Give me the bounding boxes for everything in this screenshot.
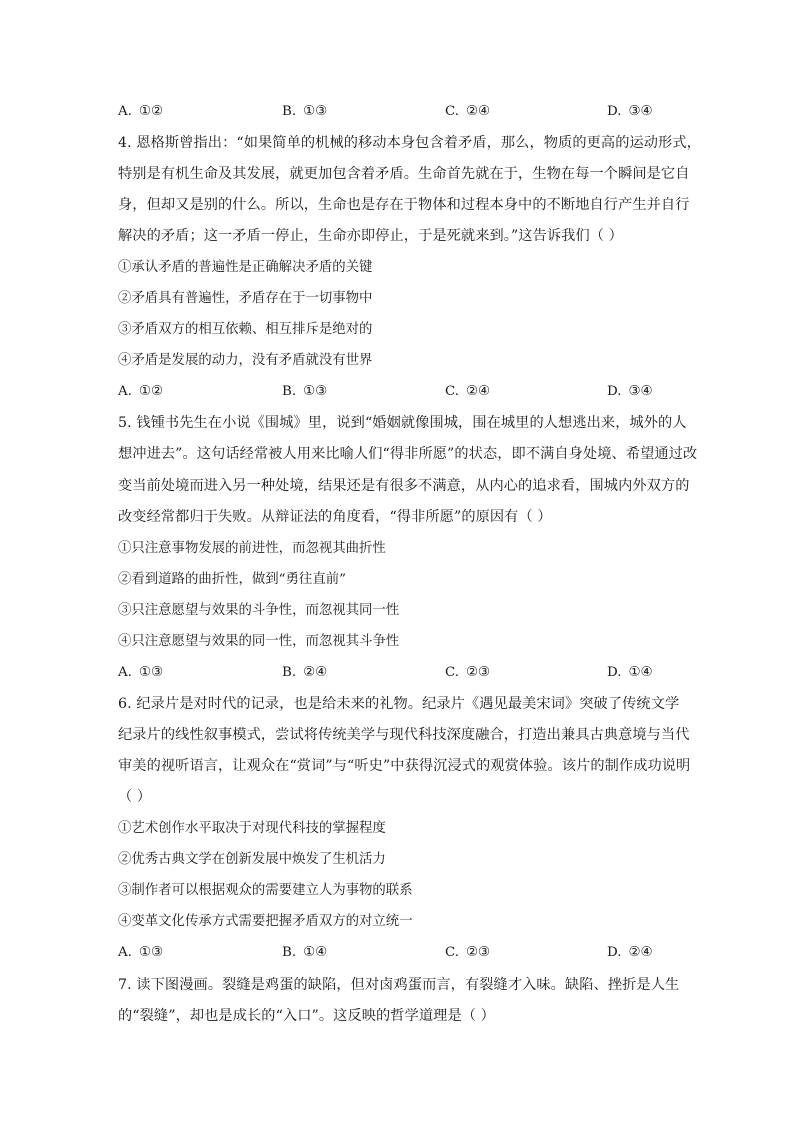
q5-option: ①只注意事物发展的前进性，而忽视其曲折性 (118, 541, 386, 556)
q6-choice-c[interactable]: C. ②③ (445, 945, 491, 960)
q6-choice-a[interactable]: A. ①③ (118, 945, 163, 960)
q4-choice-a[interactable]: A. ①② (118, 384, 163, 399)
q3-choice-b[interactable]: B. ①③ (282, 104, 328, 119)
q6-option: ①艺术创作水平取决于对现代科技的掌握程度 (118, 821, 386, 836)
q4-stem-line: 4. 恩格斯曾指出：“如果简单的机械的移动本身包含着矛盾，那么，物质的更高的运动形式， (118, 135, 701, 151)
q6-choices (118, 943, 678, 963)
q6-option: ②优秀古典文学在创新发展中焕发了生机活力 (118, 852, 386, 867)
q5-choice-d[interactable]: D. ①④ (607, 665, 653, 680)
q7-stem-line: 的“裂缝”，却也是成长的“入口”。这反映的哲学道理是（ ） (118, 1008, 495, 1024)
q6-stem-line: （ ） (118, 789, 152, 805)
q4-choice-d[interactable]: D. ③④ (607, 384, 653, 399)
q4-choice-b[interactable]: B. ①③ (282, 384, 328, 399)
q3-choice-d[interactable]: D. ③④ (607, 104, 653, 119)
q5-choice-a[interactable]: A. ①③ (118, 665, 163, 680)
q5-option: ②看到道路的曲折性，做到“勇往直前” (118, 572, 346, 587)
q5-stem-line: 变当前处境而进入另一种处境，结果还是有很多不满意，从内心的追求看，围城内外双方的 (118, 478, 690, 494)
q4-choice-c[interactable]: C. ②④ (445, 384, 491, 399)
q6-choice-d[interactable]: D. ②④ (607, 945, 653, 960)
q5-choices (118, 663, 678, 683)
q4-option: ②矛盾具有普遍性，矛盾存在于一切事物中 (118, 291, 373, 306)
q5-stem-line: 想冲进去”。这句话经常被人用来比喻人们“得非所愿”的状态，即不满自身处境、希望通过改 (118, 446, 698, 462)
q4-choices (118, 382, 678, 402)
q6-option: ④变革文化传承方式需要把握矛盾双方的对立统一 (118, 914, 413, 929)
q4-stem-line: 身，但却又是别的什么。所以，生命也是存在于物体和过程本身中的不断地自行产生并自行 (118, 197, 690, 213)
q5-choice-b[interactable]: B. ②④ (282, 665, 328, 680)
q5-choice-c[interactable]: C. ②③ (445, 665, 491, 680)
q4-option: ①承认矛盾的普遍性是正确解决矛盾的关键 (118, 260, 373, 275)
q6-stem-line: 审美的视听语言，让观众在“赏词”与“听史”中获得沉浸式的观赏体验。该片的制作成功说明 (118, 758, 691, 774)
q5-stem-line: 改变经常都归于失败。从辩证法的角度看，“得非所愿”的原因有（ ） (118, 509, 552, 525)
q4-option: ④矛盾是发展的动力，没有矛盾就没有世界 (118, 353, 373, 368)
q4-option: ③矛盾双方的相互依赖、相互排斥是绝对的 (118, 322, 373, 337)
q3-choice-c[interactable]: C. ②④ (445, 104, 491, 119)
q6-stem-line: 纪录片的线性叙事模式，尝试将传统美学与现代科技深度融合，打造出兼具古典意境与当代 (118, 727, 690, 743)
q5-stem-line: 5. 钱锺书先生在小说《围城》里，说到“婚姻就像围城，围在城里的人想逃出来，城外的人 (118, 415, 687, 431)
q3-choices (118, 102, 678, 122)
q5-option: ③只注意愿望与效果的斗争性，而忽视其同一性 (118, 603, 400, 618)
q4-stem-line: 特别是有机生命及其发展，就更加包含着矛盾。生命首先就在于，生物在每一个瞬间是它自 (118, 166, 690, 182)
q4-stem-line: 解决的矛盾；这一矛盾一停止，生命亦即停止，于是死就来到。”这告诉我们（ ） (118, 228, 623, 244)
q5-option: ④只注意愿望与效果的同一性，而忽视其斗争性 (118, 634, 400, 649)
q6-stem-line: 6. 纪录片是对时代的记录，也是给未来的礼物。纪录片《遇见最美宋词》突破了传统文学 (118, 696, 680, 712)
q3-choice-a[interactable]: A. ①② (118, 104, 163, 119)
q6-choice-b[interactable]: B. ①④ (282, 945, 328, 960)
q6-option: ③制作者可以根据观众的需要建立人为事物的联系 (118, 883, 413, 898)
q7-stem-line: 7. 读下图漫画。裂缝是鸡蛋的缺陷，但对卤鸡蛋而言，有裂缝才入味。缺陷、挫折是人生 (118, 977, 680, 993)
